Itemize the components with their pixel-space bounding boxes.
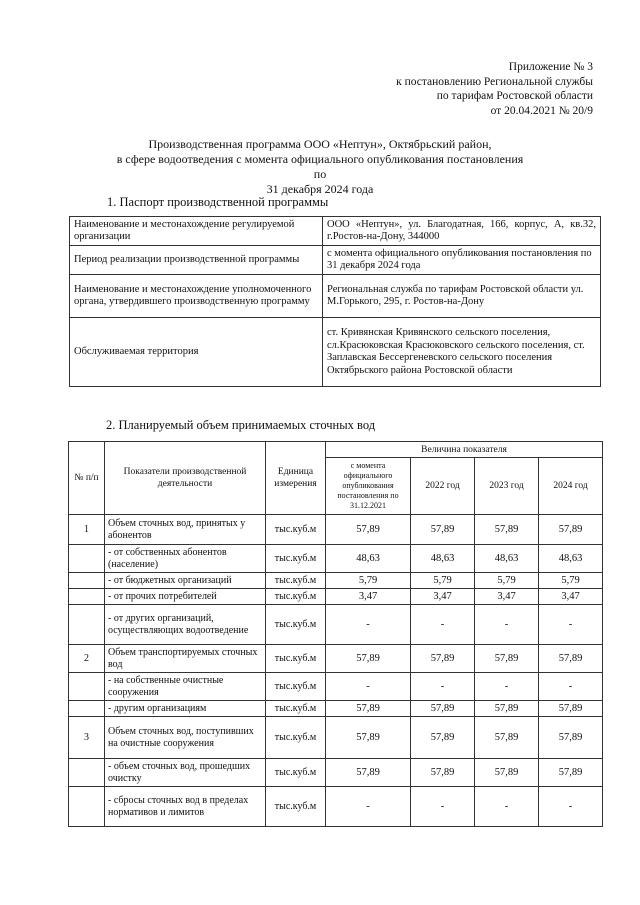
- header-2022: 2022 год: [411, 458, 475, 515]
- row-value: 57,89: [326, 759, 411, 787]
- header-row: [69, 442, 603, 458]
- row-num: [69, 605, 105, 645]
- row-value: 57,89: [475, 515, 539, 545]
- table-row: [69, 645, 603, 673]
- passport-table: [69, 216, 601, 387]
- row-value: -: [326, 605, 411, 645]
- row-value: 3,47: [539, 589, 603, 605]
- row-value: 57,89: [539, 717, 603, 759]
- header-value-group: Величина показателя: [326, 442, 603, 458]
- row-value: 5,79: [326, 573, 411, 589]
- row-value: 48,63: [326, 545, 411, 573]
- section-1-heading: 1. Паспорт производственной программы: [107, 195, 329, 209]
- row-label: - от других организаций, осуществляющих водоотведение: [105, 605, 266, 645]
- row-label: - другим организациям: [105, 701, 266, 717]
- table-row: [69, 605, 603, 645]
- row-label: - от бюджетных организаций: [105, 573, 266, 589]
- table-row: [69, 787, 603, 827]
- table-row: [70, 275, 601, 318]
- table-row: [70, 217, 601, 246]
- row-unit: тыс.куб.м: [266, 673, 326, 701]
- row-num: [69, 545, 105, 573]
- document-title: [110, 137, 530, 197]
- row-value: 57,89: [326, 717, 411, 759]
- header-unit: Единица измерения: [266, 442, 326, 515]
- row-value: 57,89: [475, 701, 539, 717]
- appendix-line: по тарифам Ростовской области: [436, 90, 593, 102]
- row-num: 2: [69, 645, 105, 673]
- row-value: 57,89: [539, 515, 603, 545]
- row-num: 1: [69, 515, 105, 545]
- row-value: 3,47: [475, 589, 539, 605]
- row-value: -: [539, 673, 603, 701]
- title-line: 31 декабря 2024 года: [266, 182, 374, 196]
- table-row: [69, 545, 603, 573]
- row-unit: тыс.куб.м: [266, 787, 326, 827]
- header-2024: 2024 год: [539, 458, 603, 515]
- title-line: в сфере водоотведения с момента официального опубликования постановления по: [116, 152, 524, 181]
- row-unit: тыс.куб.м: [266, 759, 326, 787]
- header-indicator: Показатели производственной деятельности: [105, 442, 266, 515]
- appendix-line: Приложение № 3: [508, 61, 593, 73]
- table-row: [69, 673, 603, 701]
- row-unit: тыс.куб.м: [266, 515, 326, 545]
- row-num: [69, 759, 105, 787]
- row-num: [69, 573, 105, 589]
- appendix-block: [396, 60, 593, 118]
- row-label: Объем сточных вод, поступивших на очистные сооружения: [105, 717, 266, 759]
- appendix-line: к постановлению Региональной службы: [396, 75, 593, 88]
- section-2-heading: 2. Планируемый объем принимаемых сточных вод: [106, 418, 376, 432]
- table-row: [69, 573, 603, 589]
- table-row: [69, 759, 603, 787]
- row-unit: тыс.куб.м: [266, 605, 326, 645]
- row-value: 57,89: [326, 515, 411, 545]
- row-value: 57,89: [411, 717, 475, 759]
- row-value: -: [326, 787, 411, 827]
- row-label: - от собственных абонентов (население): [105, 545, 266, 573]
- row-value: -: [539, 787, 603, 827]
- row-value: 3,47: [411, 589, 475, 605]
- row-value: -: [411, 787, 475, 827]
- table-row: [69, 515, 603, 545]
- header-2023: 2023 год: [475, 458, 539, 515]
- row-num: 3: [69, 717, 105, 759]
- row-label: Объем транспортируемых сточных вод: [105, 645, 266, 673]
- row-unit: тыс.куб.м: [266, 545, 326, 573]
- header-period: с момента официального опубликования постановления по 31.12.2021: [326, 458, 411, 515]
- passport-label: Период реализации производственной программы: [70, 246, 323, 275]
- row-value: 57,89: [411, 645, 475, 673]
- row-value: 57,89: [475, 717, 539, 759]
- row-value: 57,89: [326, 645, 411, 673]
- passport-value: ст. Кривянская Кривянского сельского поселения, сл.Красюковская Красюковского сельского поселения, ст. Заплавская Бессергеневского сельского поселения Октябрьского района Ростовской области: [323, 318, 601, 387]
- row-value: -: [539, 605, 603, 645]
- row-label: - сбросы сточных вод в пределах нормативов и лимитов: [105, 787, 266, 827]
- row-value: 48,63: [411, 545, 475, 573]
- row-value: 48,63: [475, 545, 539, 573]
- volume-table: [68, 441, 603, 827]
- table-row: [70, 318, 601, 387]
- row-value: -: [326, 673, 411, 701]
- row-label: - объем сточных вод, прошедших очистку: [105, 759, 266, 787]
- table-row: [69, 701, 603, 717]
- table-row: [70, 246, 601, 275]
- row-value: 57,89: [411, 515, 475, 545]
- row-value: 5,79: [475, 573, 539, 589]
- row-value: -: [411, 605, 475, 645]
- row-value: -: [475, 787, 539, 827]
- row-value: 57,89: [475, 645, 539, 673]
- row-value: 5,79: [539, 573, 603, 589]
- row-value: 57,89: [411, 759, 475, 787]
- row-value: 57,89: [539, 645, 603, 673]
- row-value: 3,47: [326, 589, 411, 605]
- row-num: [69, 589, 105, 605]
- title-line: Производственная программа ООО «Нептун», Октябрьский район,: [148, 137, 492, 151]
- passport-value: Региональная служба по тарифам Ростовской области ул. М.Горького, 295, г. Ростов-на-Дону: [323, 275, 601, 318]
- passport-value: с момента официального опубликования постановления по 31 декабря 2024 года: [323, 246, 601, 275]
- row-unit: тыс.куб.м: [266, 701, 326, 717]
- row-value: 5,79: [411, 573, 475, 589]
- header-num: № п/п: [69, 442, 105, 515]
- row-value: 48,63: [539, 545, 603, 573]
- row-unit: тыс.куб.м: [266, 589, 326, 605]
- passport-value: ООО «Нептун», ул. Благодатная, 166, корпус, А, кв.32, г.Ростов-на-Дону, 344000: [323, 217, 601, 246]
- row-num: [69, 701, 105, 717]
- table-row: [69, 717, 603, 759]
- row-num: [69, 673, 105, 701]
- row-label: - от прочих потребителей: [105, 589, 266, 605]
- row-value: -: [411, 673, 475, 701]
- row-value: -: [475, 673, 539, 701]
- passport-label: Наименование и местонахождение регулируемой организации: [70, 217, 323, 246]
- row-label: Объем сточных вод, принятых у абонентов: [105, 515, 266, 545]
- row-value: 57,89: [539, 759, 603, 787]
- passport-label: Наименование и местонахождение уполномоченного органа, утвердившего производственную программу: [70, 275, 323, 318]
- row-unit: тыс.куб.м: [266, 573, 326, 589]
- row-value: 57,89: [326, 701, 411, 717]
- row-value: 57,89: [475, 759, 539, 787]
- appendix-line: от 20.04.2021 № 20/9: [490, 104, 593, 117]
- row-label: - на собственные очистные сооружения: [105, 673, 266, 701]
- row-value: 57,89: [411, 701, 475, 717]
- row-value: -: [475, 605, 539, 645]
- passport-label: Обслуживаемая территория: [70, 318, 323, 387]
- row-unit: тыс.куб.м: [266, 717, 326, 759]
- row-unit: тыс.куб.м: [266, 645, 326, 673]
- row-value: 57,89: [539, 701, 603, 717]
- table-row: [69, 589, 603, 605]
- row-num: [69, 787, 105, 827]
